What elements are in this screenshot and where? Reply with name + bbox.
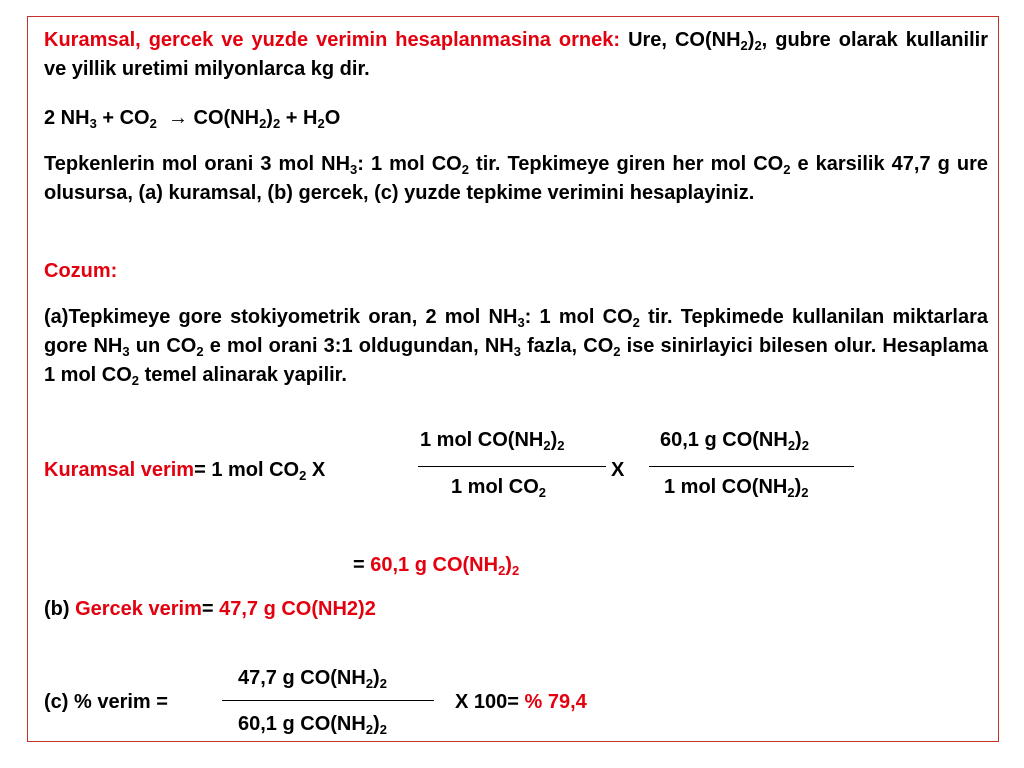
fraction2-numerator: 60,1 g $CO(NH_2)_2$	[660, 429, 809, 453]
fraction1-denominator: 1 mol $CO_2$	[451, 476, 547, 500]
intro-heading: Kuramsal, gercek ve yuzde verimin hesaplanmasina ornek:	[44, 29, 621, 51]
fraction1-bar	[418, 466, 606, 467]
percent-yield-value: % 79,4	[524, 691, 587, 713]
percent-yield-result: X 100= % 79,4	[455, 691, 587, 713]
theoretical-yield-result: = 60,1 g $CO(NH_2)_2$	[353, 554, 520, 578]
intro-paragraph: Kuramsal, gercek ve yuzde verimin hesaplanmasina ornek: Ure, $CO(NH_2)_2$, gubre olarak kullanilir ve yillik uretimi milyonlarca kg dir.	[44, 29, 988, 80]
percent-fraction-bar	[222, 700, 434, 701]
percent-yield-label: (c) % verim =	[44, 691, 168, 713]
part-a-paragraph: (a)Tepkimeye gore stokiyometrik oran, 2 mol $NH_3$: 1 mol $CO_2$ tir. Tepkimede kullanilan miktarlara gore $NH_3$ un $CO_2$ e mol orani 3:1 oldugundan, $NH_3$ fazla, $CO_2$ ise sinirlayici bilesen olur. Hesaplama 1 mol $CO_2$ temel alinarak yapilir.	[44, 306, 989, 388]
fraction1-numerator: 1 mol $CO(NH_2)_2$	[420, 429, 565, 453]
actual-yield-label: Gercek verim	[75, 598, 202, 620]
times-sign: X	[611, 459, 625, 481]
solution-label: Cozum:	[44, 260, 118, 282]
theoretical-yield-lhs: Kuramsal verim= 1 mol $CO_2$ X	[44, 459, 326, 483]
percent-fraction-denominator: 60,1 g $CO(NH_2)_2$	[238, 713, 387, 737]
fraction2-denominator: 1 mol $CO(NH_2)_2$	[664, 476, 809, 500]
problem-statement: Tepkenlerin mol orani 3 mol $NH_3$: 1 mol $CO_2$ tir. Tepkimeye giren her mol $CO_2$ e karsilik 47,7 g ure olusursa, (a) kuramsal, (b) gercek, (c) yuzde tepkime verimini hesaplayiniz.	[44, 153, 989, 204]
theoretical-yield-label: Kuramsal verim	[44, 459, 195, 481]
fraction2-bar	[649, 466, 854, 467]
actual-yield-value: 47,7 g CO(NH2)2	[219, 598, 376, 620]
percent-fraction-numerator: 47,7 g $CO(NH_2)_2$	[238, 667, 387, 691]
reaction-equation: 2 $NH_3 + CO_2 \to CO(NH_2)_2 + H_2O$	[44, 107, 341, 131]
actual-yield-line: (b) Gercek verim= 47,7 g CO(NH2)2	[44, 598, 376, 620]
